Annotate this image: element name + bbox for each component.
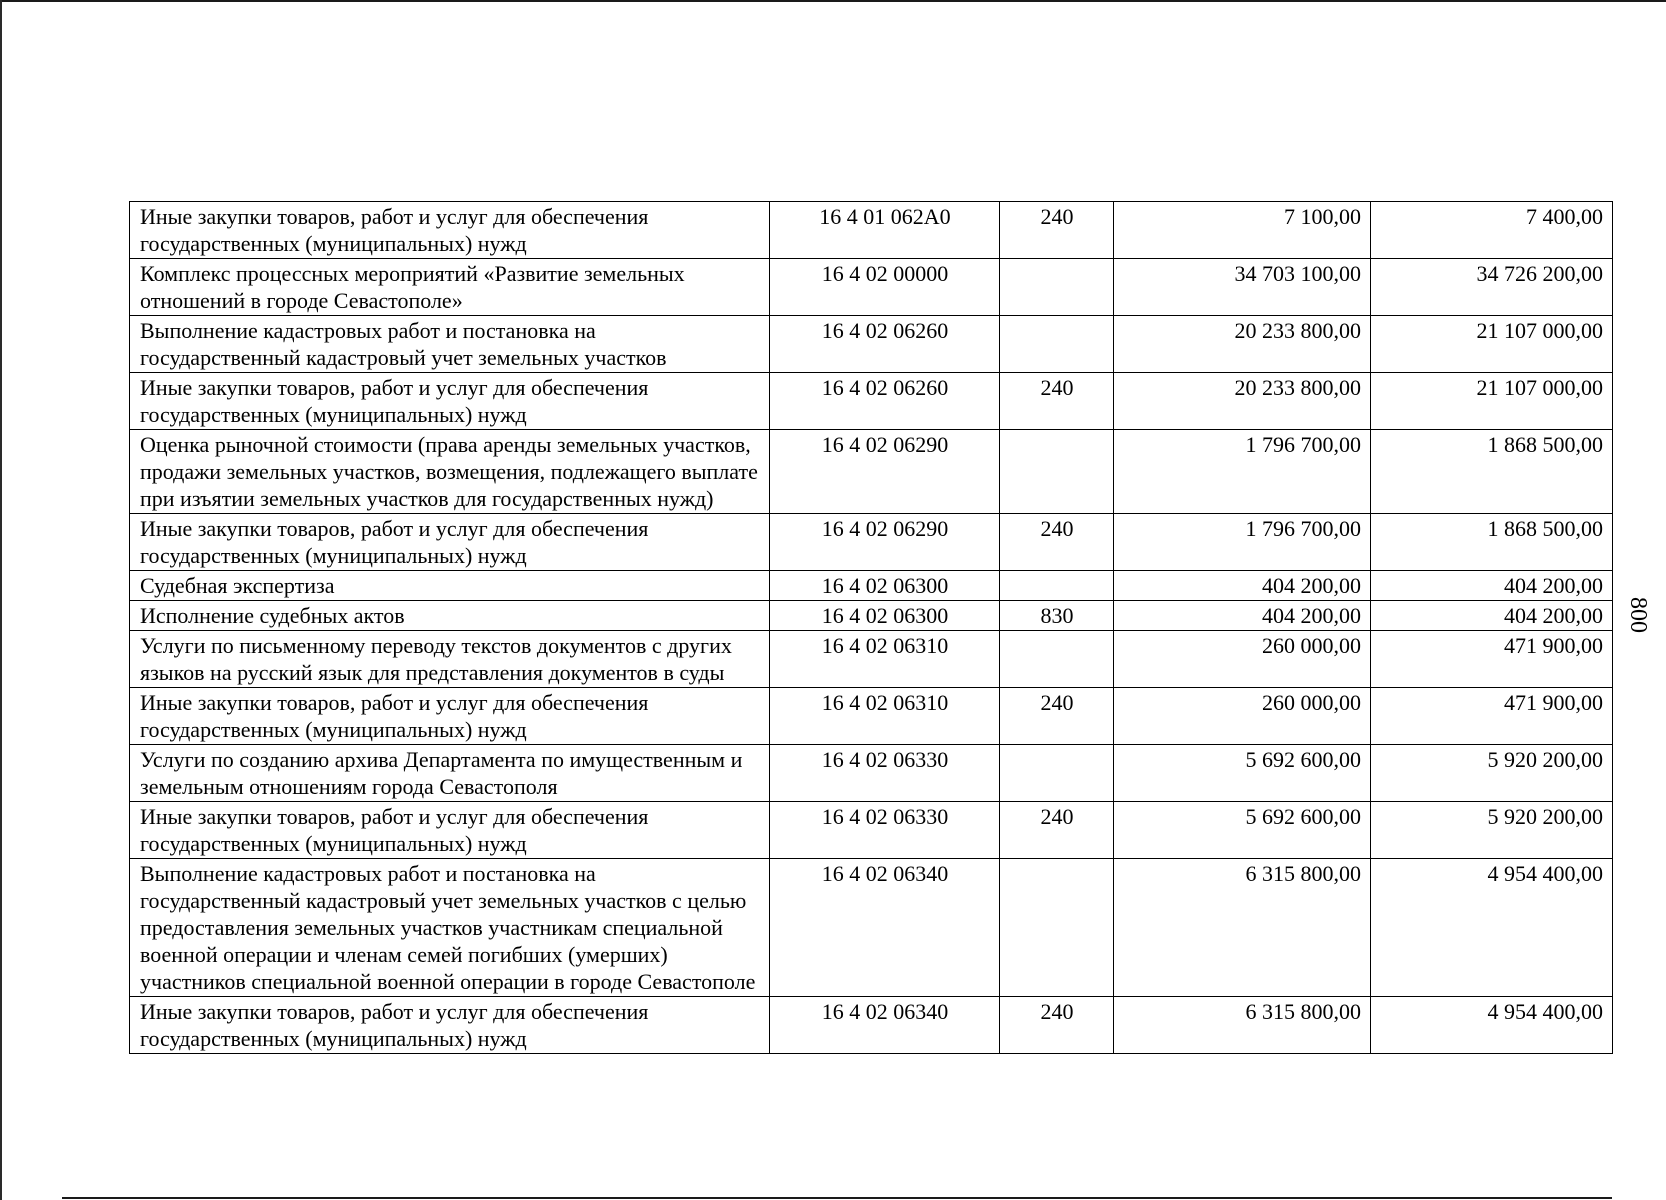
row-code: 16 4 02 06340	[770, 997, 1000, 1054]
row-kvr: 240	[1000, 373, 1114, 430]
row-name: Иные закупки товаров, работ и услуг для обеспечения государственных (муниципальных) нужд	[130, 802, 770, 859]
row-kvr	[1000, 745, 1114, 802]
row-name: Оценка рыночной стоимости (права аренды земельных участков, продажи земельных участков, возмещения, подлежащего выплате при изъятии земельных участков для государственных нужд)	[130, 430, 770, 514]
row-code: 16 4 02 06330	[770, 745, 1000, 802]
table-row	[130, 202, 1613, 259]
row-sum-2: 404 200,00	[1371, 571, 1613, 601]
row-code: 16 4 02 06340	[770, 859, 1000, 997]
row-code: 16 4 02 06330	[770, 802, 1000, 859]
row-sum-2: 4 954 400,00	[1371, 997, 1613, 1054]
row-sum-2: 1 868 500,00	[1371, 514, 1613, 571]
row-code: 16 4 02 06310	[770, 688, 1000, 745]
row-kvr	[1000, 571, 1114, 601]
row-code: 16 4 02 00000	[770, 259, 1000, 316]
row-code: 16 4 02 06300	[770, 571, 1000, 601]
row-sum-2: 1 868 500,00	[1371, 430, 1613, 514]
row-sum-1: 1 796 700,00	[1114, 430, 1371, 514]
row-sum-1: 34 703 100,00	[1114, 259, 1371, 316]
row-sum-2: 4 954 400,00	[1371, 859, 1613, 997]
row-kvr	[1000, 316, 1114, 373]
row-name: Выполнение кадастровых работ и постановка на государственный кадастровый учет земельных участков с целью предоставления земельных участков участникам специальной военной операции и членам семей погибших (умерших) участников специальной военной операции в городе Севастополе	[130, 859, 770, 997]
row-name: Услуги по письменному переводу текстов документов с других языков на русский язык для представления документов в суды	[130, 631, 770, 688]
row-code: 16 4 01 062А0	[770, 202, 1000, 259]
row-sum-2: 404 200,00	[1371, 601, 1613, 631]
table-row	[130, 259, 1613, 316]
row-sum-1: 20 233 800,00	[1114, 373, 1371, 430]
table-row	[130, 997, 1613, 1054]
row-sum-1: 404 200,00	[1114, 601, 1371, 631]
table-row	[130, 373, 1613, 430]
row-code: 16 4 02 06300	[770, 601, 1000, 631]
row-kvr: 240	[1000, 514, 1114, 571]
row-sum-1: 260 000,00	[1114, 688, 1371, 745]
table-row	[130, 430, 1613, 514]
row-sum-1: 6 315 800,00	[1114, 997, 1371, 1054]
row-name: Услуги по созданию архива Департамента по имущественным и земельным отношениям города Севастополя	[130, 745, 770, 802]
table-row	[130, 514, 1613, 571]
table-row	[130, 802, 1613, 859]
page-number: 800	[1625, 597, 1651, 633]
row-kvr	[1000, 430, 1114, 514]
row-sum-1: 6 315 800,00	[1114, 859, 1371, 997]
row-kvr	[1000, 631, 1114, 688]
table-row	[130, 631, 1613, 688]
row-kvr: 240	[1000, 202, 1114, 259]
row-name: Иные закупки товаров, работ и услуг для обеспечения государственных (муниципальных) нужд	[130, 997, 770, 1054]
row-sum-1: 20 233 800,00	[1114, 316, 1371, 373]
row-sum-2: 471 900,00	[1371, 631, 1613, 688]
row-sum-2: 34 726 200,00	[1371, 259, 1613, 316]
row-code: 16 4 02 06290	[770, 514, 1000, 571]
table-row	[130, 571, 1613, 601]
row-name: Иные закупки товаров, работ и услуг для обеспечения государственных (муниципальных) нужд	[130, 373, 770, 430]
table-row	[130, 688, 1613, 745]
row-sum-1: 404 200,00	[1114, 571, 1371, 601]
table-row	[130, 745, 1613, 802]
table-row	[130, 601, 1613, 631]
row-kvr: 240	[1000, 802, 1114, 859]
row-name: Выполнение кадастровых работ и постановка на государственный кадастровый учет земельных участков	[130, 316, 770, 373]
row-sum-1: 260 000,00	[1114, 631, 1371, 688]
row-kvr: 240	[1000, 688, 1114, 745]
row-code: 16 4 02 06260	[770, 316, 1000, 373]
left-border-line	[0, 0, 2, 1200]
table-row	[130, 316, 1613, 373]
bottom-border-line	[62, 1197, 1612, 1199]
row-sum-2: 5 920 200,00	[1371, 745, 1613, 802]
top-border-line	[0, 0, 1666, 2]
row-sum-2: 5 920 200,00	[1371, 802, 1613, 859]
row-name: Иные закупки товаров, работ и услуг для обеспечения государственных (муниципальных) нужд	[130, 202, 770, 259]
table-row	[130, 859, 1613, 997]
row-name: Исполнение судебных актов	[130, 601, 770, 631]
row-sum-2: 471 900,00	[1371, 688, 1613, 745]
row-sum-1: 7 100,00	[1114, 202, 1371, 259]
row-code: 16 4 02 06260	[770, 373, 1000, 430]
row-sum-2: 21 107 000,00	[1371, 373, 1613, 430]
row-sum-1: 5 692 600,00	[1114, 745, 1371, 802]
row-code: 16 4 02 06310	[770, 631, 1000, 688]
row-sum-1: 1 796 700,00	[1114, 514, 1371, 571]
row-kvr	[1000, 859, 1114, 997]
row-kvr	[1000, 259, 1114, 316]
row-kvr: 830	[1000, 601, 1114, 631]
row-sum-2: 21 107 000,00	[1371, 316, 1613, 373]
row-name: Иные закупки товаров, работ и услуг для обеспечения государственных (муниципальных) нужд	[130, 688, 770, 745]
budget-table	[129, 201, 1613, 1054]
row-sum-2: 7 400,00	[1371, 202, 1613, 259]
row-name: Иные закупки товаров, работ и услуг для обеспечения государственных (муниципальных) нужд	[130, 514, 770, 571]
row-sum-1: 5 692 600,00	[1114, 802, 1371, 859]
row-name: Комплекс процессных мероприятий «Развитие земельных отношений в городе Севастополе»	[130, 259, 770, 316]
row-name: Судебная экспертиза	[130, 571, 770, 601]
row-code: 16 4 02 06290	[770, 430, 1000, 514]
row-kvr: 240	[1000, 997, 1114, 1054]
